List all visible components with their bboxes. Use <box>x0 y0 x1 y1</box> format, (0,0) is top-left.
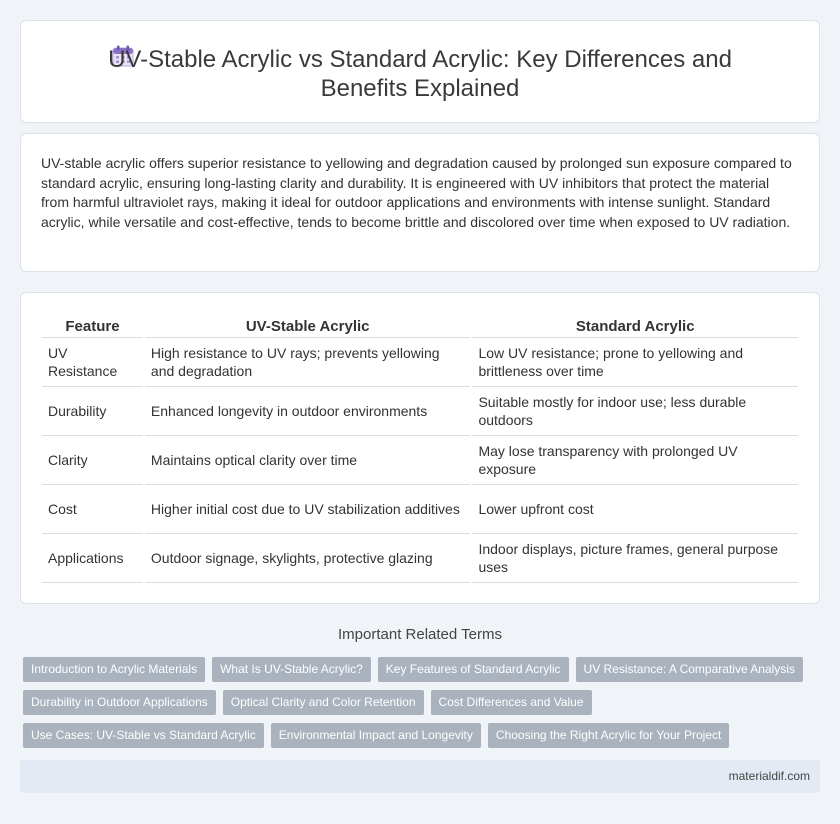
standard-cell: May lose transparency with prolonged UV exposure <box>471 436 798 485</box>
related-term-tag[interactable]: What Is UV-Stable Acrylic? <box>212 657 371 682</box>
uv-stable-cell: High resistance to UV rays; prevents yellowing and degradation <box>144 338 472 387</box>
uv-stable-cell: Maintains optical clarity over time <box>144 436 472 485</box>
feature-cell: UV Resistance <box>42 338 144 387</box>
related-term-tag[interactable]: Durability in Outdoor Applications <box>23 690 216 715</box>
feature-cell: Cost <box>42 485 144 534</box>
footer-site-link[interactable]: materialdif.com <box>728 769 810 783</box>
feature-cell: Durability <box>42 387 144 436</box>
feature-cell: Applications <box>42 534 144 583</box>
page-title: UV-Stable Acrylic vs Standard Acrylic: Key Differences and Benefits Explained <box>108 46 732 102</box>
standard-cell: Suitable mostly for indoor use; less durable outdoors <box>471 387 798 436</box>
standard-cell: Low UV resistance; prone to yellowing and brittleness over time <box>471 338 798 387</box>
column-header-uv-stable: UV-Stable Acrylic <box>144 316 472 338</box>
related-term-tag[interactable]: UV Resistance: A Comparative Analysis <box>576 657 803 682</box>
table-row <box>42 534 798 583</box>
related-term-tag[interactable]: Choosing the Right Acrylic for Your Project <box>488 723 729 748</box>
related-terms-list <box>23 657 813 748</box>
standard-cell: Indoor displays, picture frames, general purpose uses <box>471 534 798 583</box>
feature-cell: Clarity <box>42 436 144 485</box>
uv-stable-cell: Higher initial cost due to UV stabilization additives <box>144 485 472 534</box>
related-term-tag[interactable]: Optical Clarity and Color Retention <box>223 690 424 715</box>
uv-stable-cell: Outdoor signage, skylights, protective glazing <box>144 534 472 583</box>
table-row <box>42 436 798 485</box>
related-term-tag[interactable]: Cost Differences and Value <box>431 690 592 715</box>
intro-paragraph: UV-stable acrylic offers superior resistance to yellowing and degradation caused by prolonged sun exposure compared to standard acrylic, ensuring long-lasting clarity and durability. It is engineered with UV inhibitors that protect the material from harmful ultraviolet rays, making it ideal for outdoor applications and environments with intense sunlight. Standard acrylic, while versatile and cost-effective, tends to become brittle and discolored over time when exposed to UV radiation. <box>41 155 792 230</box>
related-term-tag[interactable]: Introduction to Acrylic Materials <box>23 657 205 682</box>
table-row <box>42 338 798 387</box>
standard-cell: Lower upfront cost <box>471 485 798 534</box>
column-header-feature: Feature <box>42 316 144 338</box>
intro-card <box>20 133 820 272</box>
related-term-tag[interactable]: Use Cases: UV-Stable vs Standard Acrylic <box>23 723 264 748</box>
column-header-standard: Standard Acrylic <box>471 316 798 338</box>
table-row <box>42 387 798 436</box>
related-term-tag[interactable]: Key Features of Standard Acrylic <box>378 657 569 682</box>
title-card <box>20 20 820 123</box>
uv-stable-cell: Enhanced longevity in outdoor environments <box>144 387 472 436</box>
related-terms-title: Important Related Terms <box>338 626 502 643</box>
related-term-tag[interactable]: Environmental Impact and Longevity <box>271 723 481 748</box>
table-header-row <box>42 316 798 338</box>
footer <box>20 760 820 793</box>
table-row <box>42 485 798 534</box>
comparison-table <box>42 316 798 583</box>
